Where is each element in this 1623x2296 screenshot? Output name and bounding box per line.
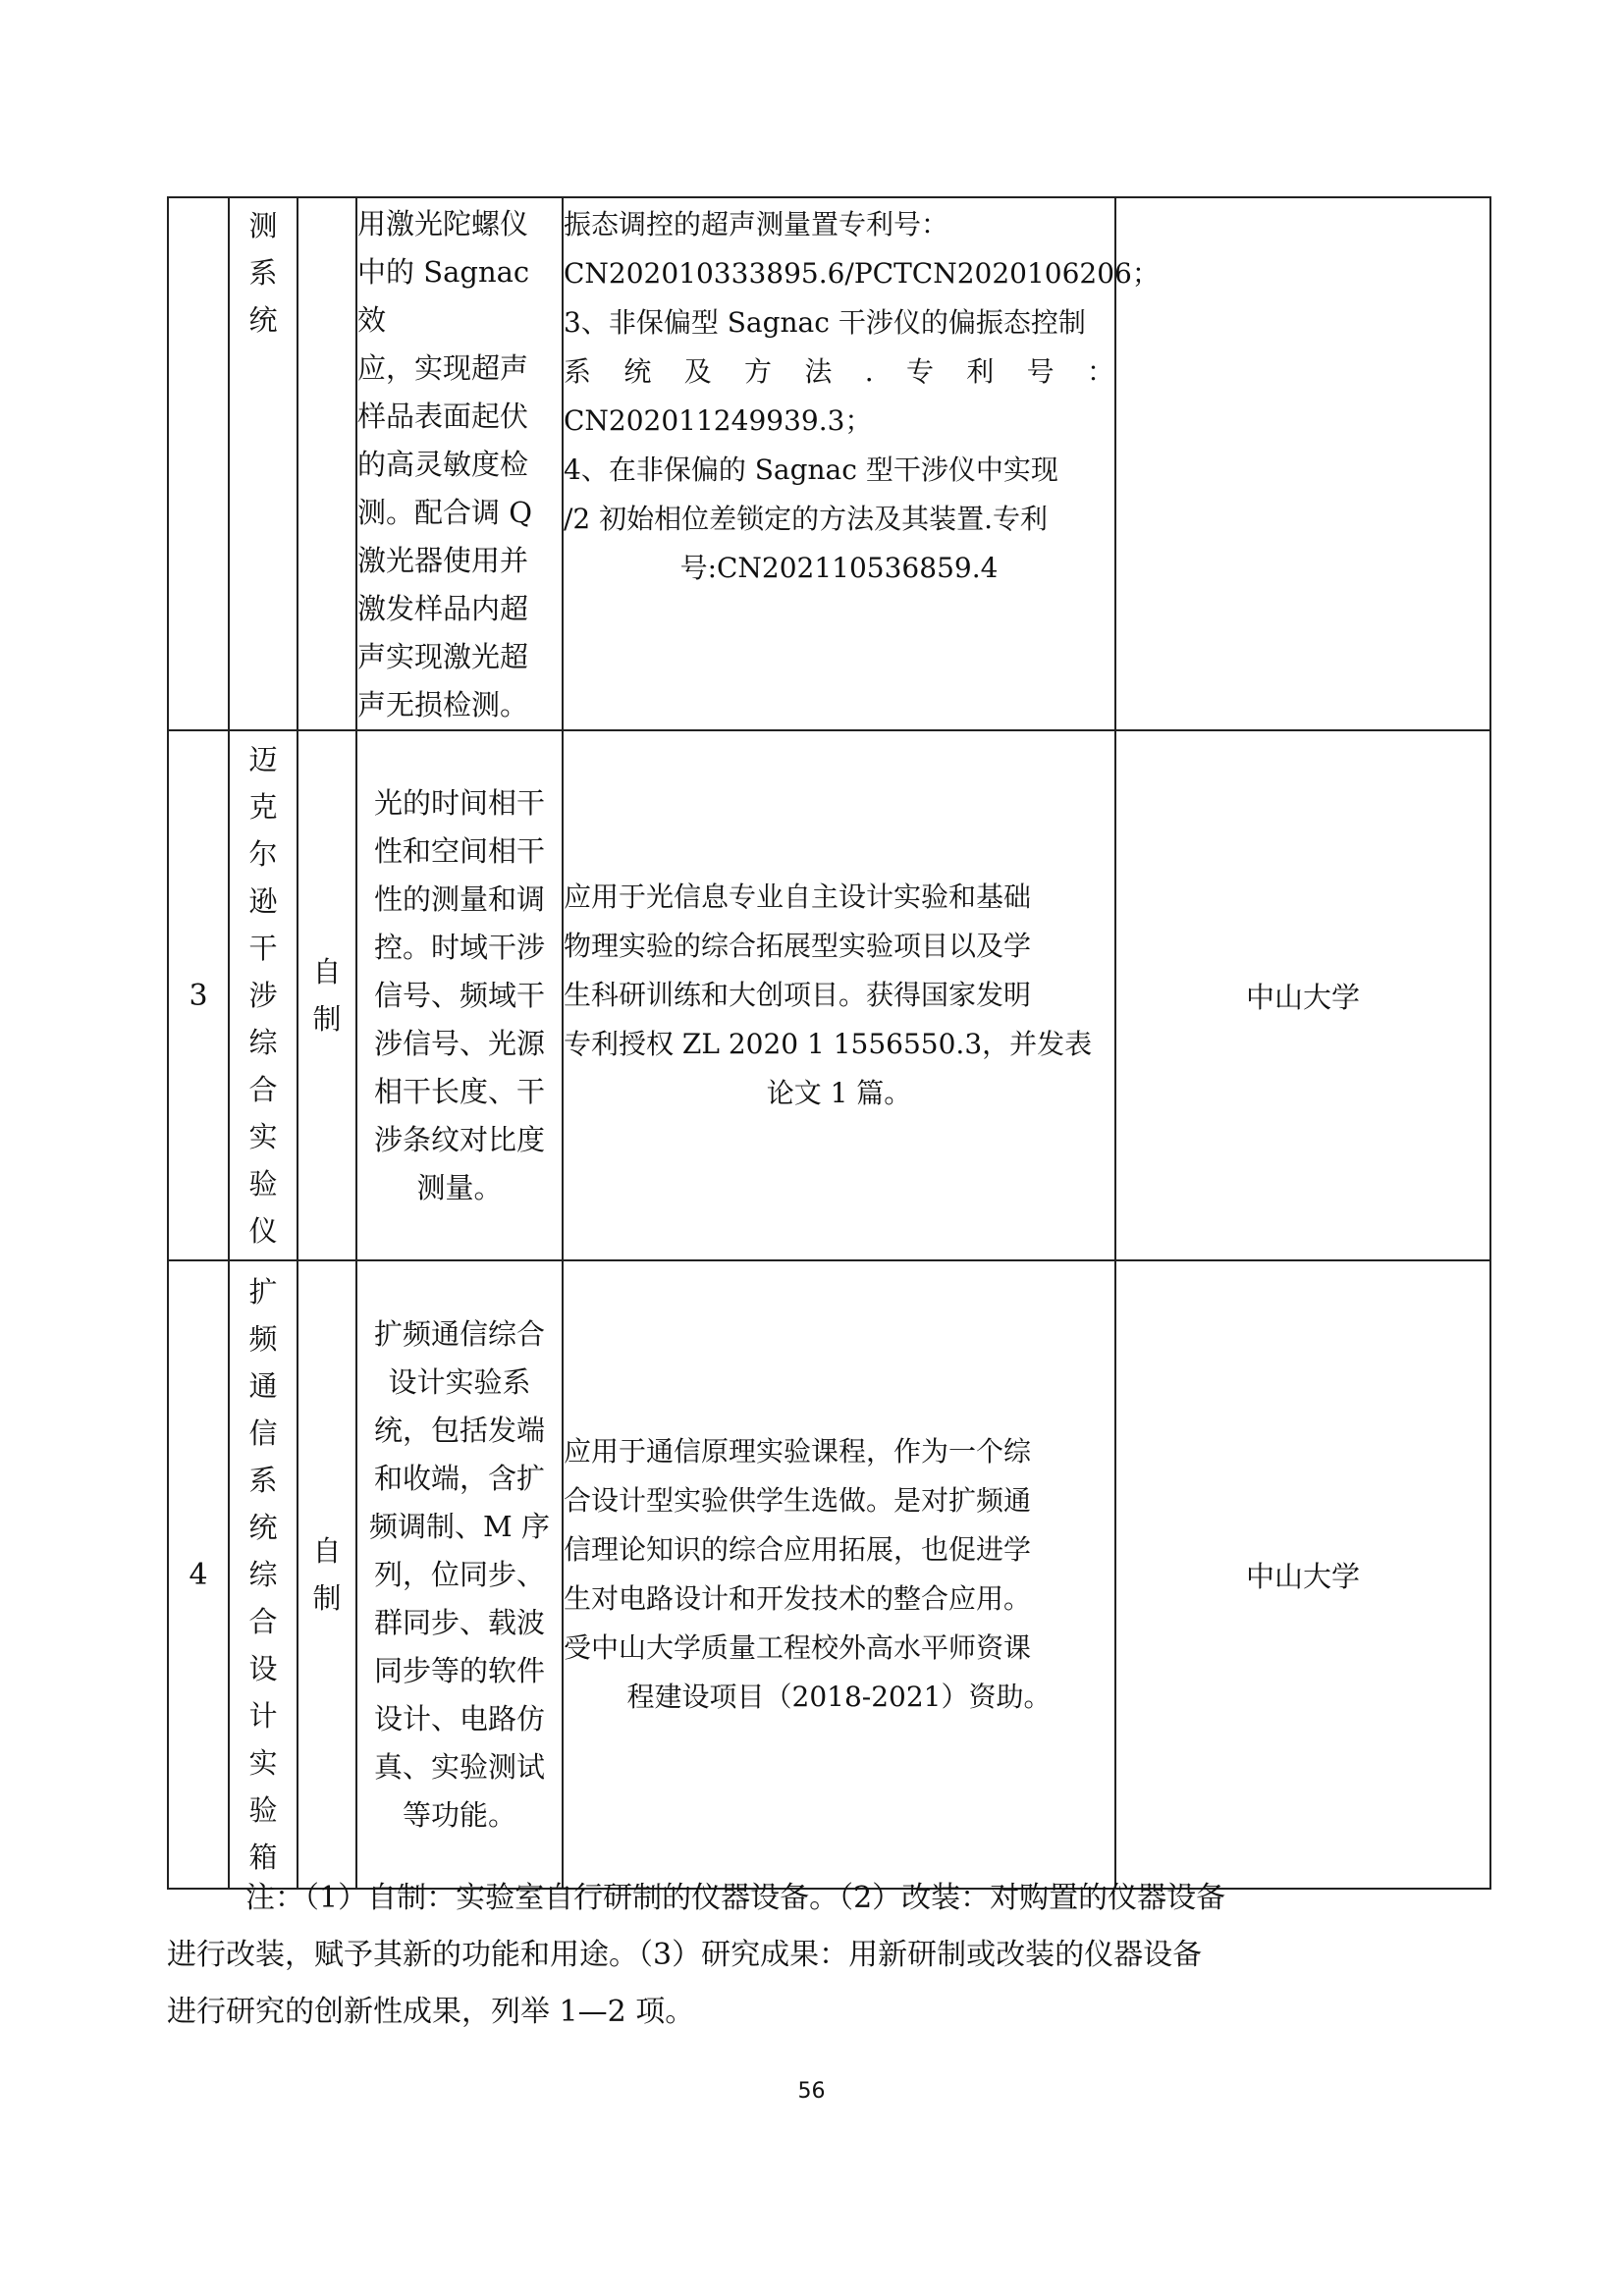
footnote (167, 1870, 1375, 2041)
equipment-table (167, 196, 1491, 1890)
row-number-cell: 4 (168, 1260, 229, 1889)
page-number: 56 (797, 2079, 826, 2104)
table-row (168, 197, 1490, 730)
result-cell: 振态调控的超声测量置专利号： CN202010333895.6/PCTCN2020106206； 3、非保偏型 Sagnac 干涉仪的偏振态控制 系统及方法.专利号：CN202011249939.3； 4、在非保偏的 Sagnac 型干涉仪中实现 /2 初始相位差锁定的方法及其装置.专利 号:CN202110536859.4 (563, 197, 1115, 730)
row-number-cell: 3 (168, 730, 229, 1260)
equipment-name-cell: 扩 频 通 信 系 统 综 合 设 计 实 验 箱 (229, 1260, 298, 1889)
footnote-line: 进行改装，赋予其新的功能和用途。（3）研究成果：用新研制或改装的仪器设备 (167, 1938, 1203, 1972)
table-row (168, 730, 1490, 1260)
function-cell: 扩频通信综合 设计实验系 统，包括发端 和收端，含扩 频调制、M 序 列，位同步、 群同步、载波 同步等的软件 设计、电路仿 真、实验测试 等功能。 (356, 1260, 563, 1889)
function-cell: 光的时间相干 性和空间相干 性的测量和调 控。时域干涉 信号、频域干 涉信号、光源 相干长度、干 涉条纹对比度 测量。 (356, 730, 563, 1260)
equipment-type-cell (298, 197, 356, 730)
result-cell: 应用于光信息专业自主设计实验和基础 物理实验的综合拓展型实验项目以及学 生科研训练和大创项目。获得国家发明 专利授权 ZL 2020 1 1556550.3，并发表 论文 1 篇。 (563, 730, 1115, 1260)
equipment-name-cell: 迈 克 尔 逊 干 涉 综 合 实 验 仪 (229, 730, 298, 1260)
footnote-line: 进行研究的创新性成果，列举 1—2 项。 (167, 1995, 695, 2029)
result-cell: 应用于通信原理实验课程，作为一个综 合设计型实验供学生选做。是对扩频通 信理论知识的综合应用拓展，也促进学 生对电路设计和开发技术的整合应用。 受中山大学质量工程校外高水平师资课 程建设项目（2018-2021）资助。 (563, 1260, 1115, 1889)
unit-cell: 中山大学 (1115, 730, 1490, 1260)
function-cell: 用激光陀螺仪 中的 Sagnac 效 应，实现超声 样品表面起伏 的高灵敏度检 测。配合调 Q 激光器使用并 激发样品内超 声实现激光超 声无损检测。 (356, 197, 563, 730)
equipment-name-cell: 测 系 统 (229, 197, 298, 730)
table-row (168, 1260, 1490, 1889)
unit-cell (1115, 197, 1490, 730)
footnote-line: 注：（1）自制：实验室自行研制的仪器设备。（2）改装：对购置的仪器设备 (245, 1881, 1226, 1915)
equipment-type-cell: 自 制 (298, 730, 356, 1260)
row-number-cell (168, 197, 229, 730)
unit-cell: 中山大学 (1115, 1260, 1490, 1889)
equipment-type-cell: 自 制 (298, 1260, 356, 1889)
